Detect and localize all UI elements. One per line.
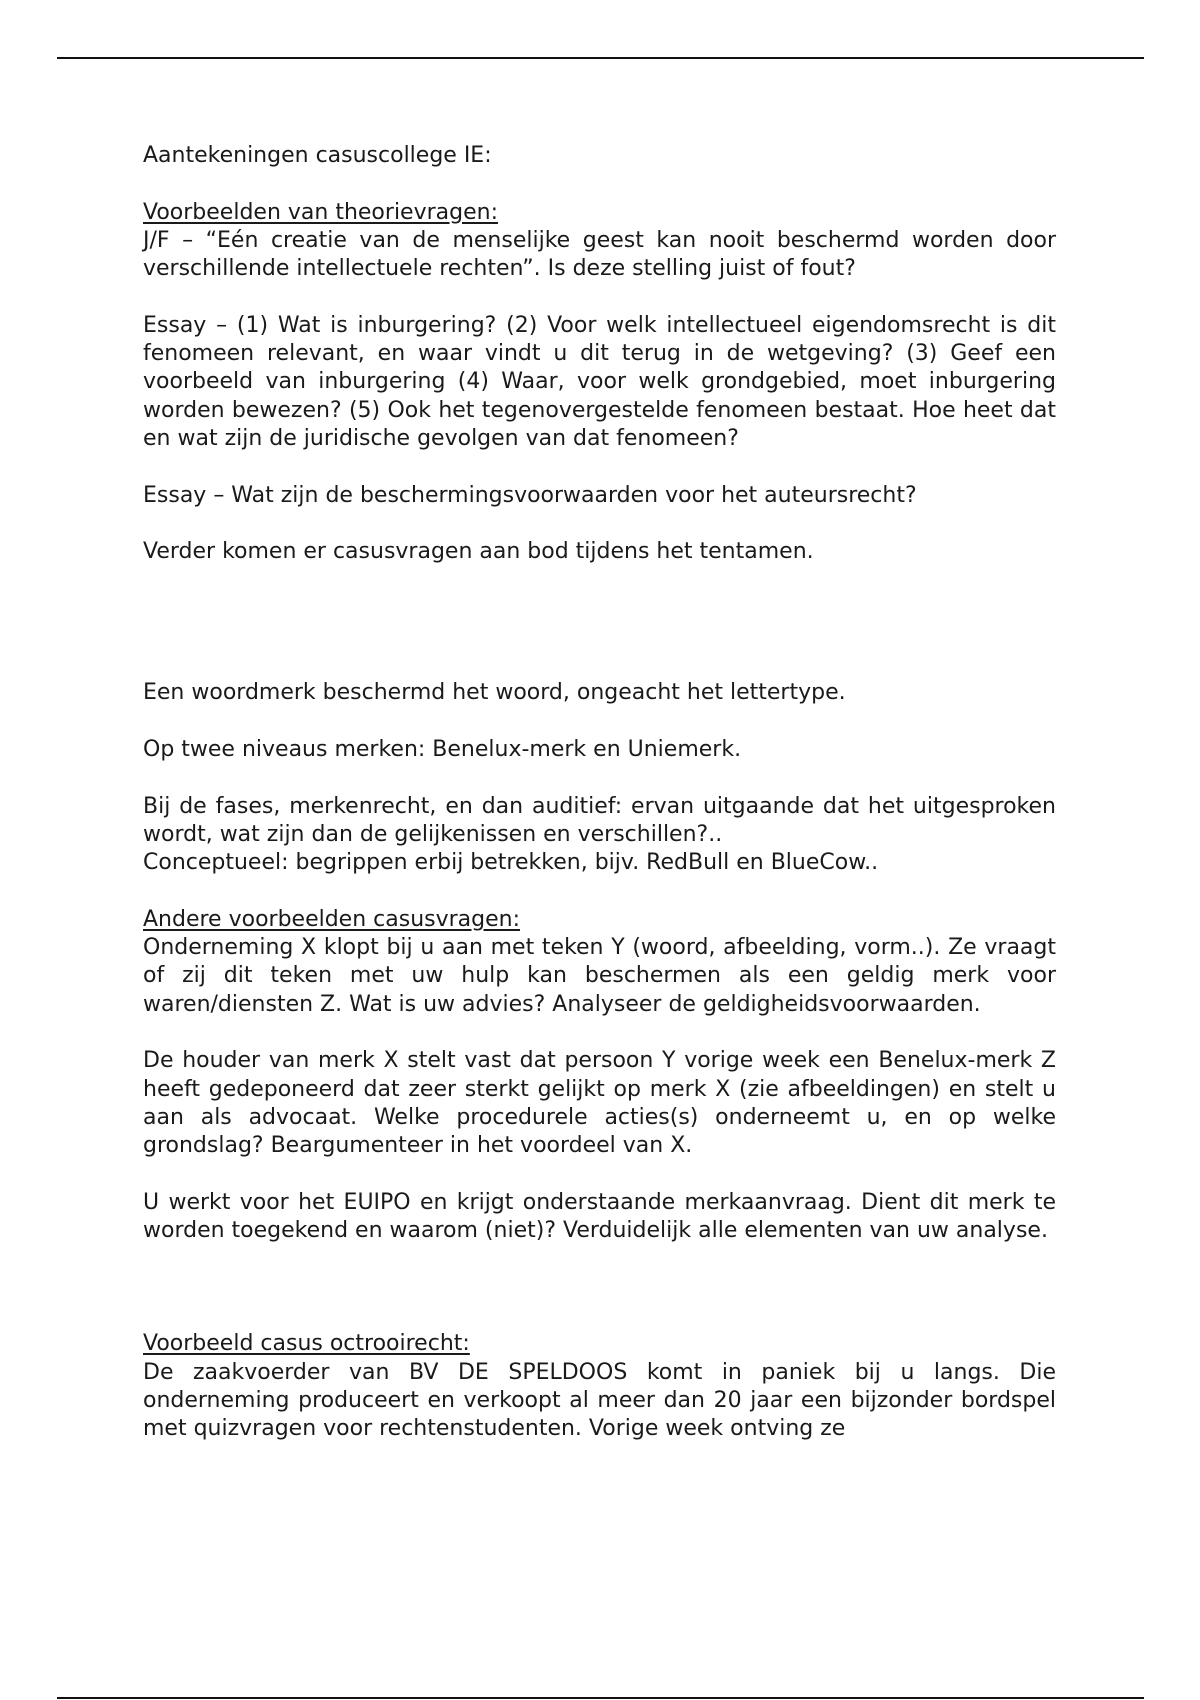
note-woordmerk: Een woordmerk beschermd het woord, ongeacht het lettertype. <box>143 680 846 706</box>
patent-case-text: De zaakvoerder van BV DE SPELDOOS komt in paniek bij u langs. Die onderneming produceert en verkoopt al meer dan 20 jaar een bijzonder bordspel met quizvragen voor rechtenstudenten. Vorige week ontving ze <box>143 1359 1056 1442</box>
document-title: Aantekeningen casuscollege IE: <box>143 143 492 168</box>
note-conceptueel: Conceptueel: begrippen erbij betrekken, bijv. RedBull en BlueCow.. <box>143 850 879 876</box>
theory-note: Verder komen er casusvragen aan bod tijdens het tentamen. <box>143 539 814 565</box>
theory-question-1: J/F – “Eén creatie van de menselijke geest kan nooit beschermd worden door verschillende intellectuele rechten”. Is deze stelling juist of fout? <box>143 227 1056 282</box>
patent-heading: Voorbeeld casus octrooirecht: <box>143 1331 470 1357</box>
theory-question-2: Essay – (1) Wat is inburgering? (2) Voor welk intellectueel eigendomsrecht is dit fenomeen relevant, en waar vindt u dit terug in de wetgeving? (3) Geef een voorbeeld van inburgering (4) Waar, voor welk grondgebied, moet inburgering worden bewezen? (5) Ook het tegenovergestelde fenomeen bestaat. Hoe heet dat en wat zijn de juridische gevolgen van dat fenomeen? <box>143 312 1056 451</box>
theory-heading: Voorbeelden van theorievragen: <box>143 199 498 225</box>
document-body <box>143 142 1056 1444</box>
note-niveaus: Op twee niveaus merken: Benelux-merk en Uniemerk. <box>143 737 742 763</box>
cases-heading: Andere voorbeelden casusvragen: <box>143 906 520 932</box>
case-question-2: De houder van merk X stelt vast dat persoon Y vorige week een Benelux-merk Z heeft gedeponeerd dat zeer sterkt gelijkt op merk X (zie afbeeldingen) en stelt u aan als advocaat. Welke procedurele acties(s) onderneemt u, en op welke grondslag? Beargumenteer in het voordeel van X. <box>143 1048 1056 1159</box>
note-auditief: Bij de fases, merkenrecht, en dan auditief: ervan uitgaande dat het uitgesproken wordt, wat zijn dan de gelijkenissen en verschillen?.. <box>143 793 1056 847</box>
case-question-3: U werkt voor het EUIPO en krijgt onderstaande merkaanvraag. Dient dit merk te worden toegekend en waarom (niet)? Verduidelijk alle elementen van uw analyse. <box>143 1189 1056 1244</box>
case-question-1: Onderneming X klopt bij u aan met teken Y (woord, afbeelding, vorm..). Ze vraagt of zij dit teken met uw hulp kan beschermen als een geldig merk voor waren/diensten Z. Wat is uw advies? Analyseer de geldigheidsvoorwaarden. <box>143 935 1056 1017</box>
header-rule <box>57 57 1144 59</box>
theory-question-3: Essay – Wat zijn de beschermingsvoorwaarden voor het auteursrecht? <box>143 482 917 508</box>
footer-rule <box>57 1697 1144 1699</box>
